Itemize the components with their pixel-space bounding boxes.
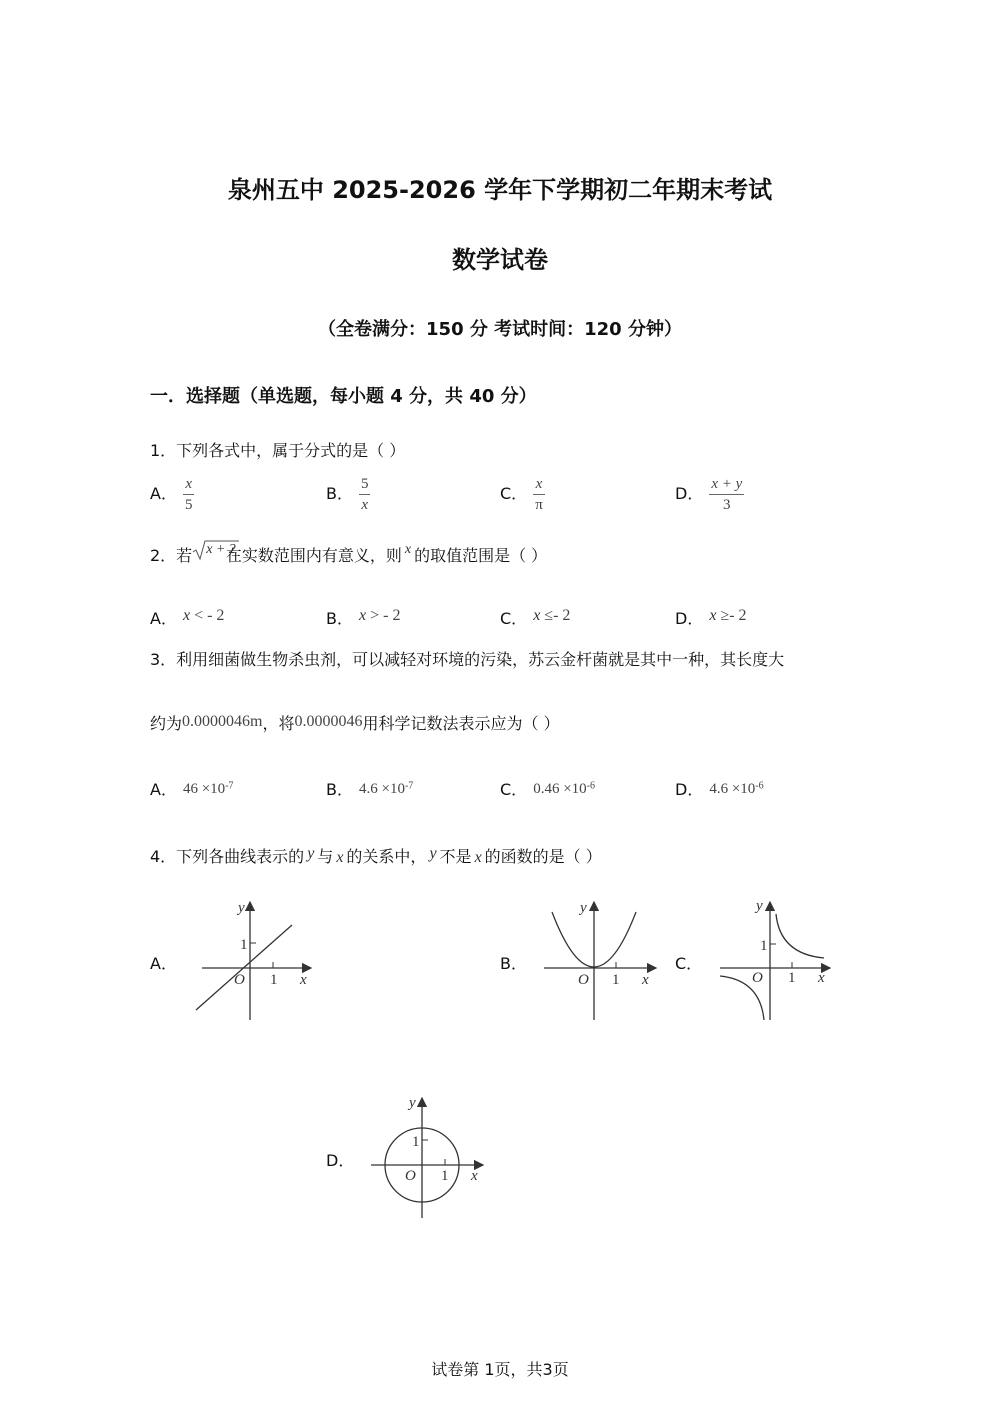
q4-y: y — [307, 845, 315, 862]
fraction — [359, 474, 371, 515]
q3-post: 用科学记数法表示应为（ ） — [362, 714, 560, 733]
q4-option-b-letter: B． — [500, 954, 527, 973]
q2-var: x — [404, 542, 412, 557]
y-axis-label: y — [580, 900, 587, 916]
hyperbola-branch-1 — [776, 914, 824, 958]
y-axis-label: y — [756, 898, 763, 914]
fraction-denominator: 3 — [723, 497, 731, 513]
exam-subtitle: 数学试卷 — [452, 246, 548, 274]
y-one-label: 1 — [240, 937, 248, 953]
question-3-line-1: 3．利用细菌做生物杀虫剂，可以减轻对环境的污染，苏云金杆菌就是其中一种，其长度大 — [150, 650, 785, 669]
option-exponent: -7 — [404, 780, 414, 792]
question-4-stem — [150, 844, 602, 867]
q4-x: x — [336, 849, 344, 866]
q1-option-c — [500, 474, 545, 515]
option-base: 4.6 ×10 — [709, 781, 756, 797]
page-footer: 试卷第 1页，共3页 — [431, 1360, 569, 1379]
x-axis-label: x — [300, 972, 307, 988]
q2-option-b — [326, 606, 400, 629]
x-one-label: 1 — [270, 972, 278, 988]
option-letter: C． — [500, 780, 528, 799]
fraction-numerator: x — [183, 474, 195, 495]
x-axis-label: x — [642, 972, 649, 988]
option-base: 46 ×10 — [182, 781, 226, 797]
option-letter: B． — [326, 609, 353, 628]
q4-stem-pre: 4．下列各曲线表示的 — [150, 847, 305, 866]
option-letter: D． — [675, 484, 704, 503]
q1-option-a — [150, 474, 194, 515]
option-expr: > - 2 — [366, 607, 401, 624]
option-letter: D． — [675, 780, 704, 799]
fraction-numerator: 5 — [359, 474, 371, 495]
q2-stem-mid: 在实数范围内有意义，则 — [225, 546, 402, 565]
option-letter: A． — [150, 609, 177, 628]
q4-option-a-letter: A． — [150, 954, 177, 973]
option-var: x — [709, 607, 717, 624]
option-var: x — [182, 607, 191, 624]
fraction-denominator: π — [535, 497, 543, 513]
q3-option-d — [675, 777, 764, 800]
option-exponent: -7 — [225, 780, 234, 792]
origin-label: O — [405, 1168, 416, 1184]
option-letter: A． — [150, 780, 177, 799]
fraction-denominator: 5 — [184, 497, 193, 513]
option-expr: ≤- 2 — [540, 607, 571, 624]
option-base: 0.46 ×10 — [533, 781, 587, 797]
option-letter: B． — [326, 484, 353, 503]
y-axis-label: y — [409, 1095, 416, 1111]
exam-meta: （全卷满分：150 分 考试时间：120 分钟） — [318, 319, 682, 340]
fraction — [183, 474, 195, 515]
option-expr: < - 2 — [190, 607, 225, 624]
option-exponent: -6 — [755, 780, 764, 792]
graph-c-hyperbola — [712, 892, 847, 1027]
q2-stem-pre: 2．若 — [150, 546, 193, 565]
q2-stem-post: 的取值范围是（ ） — [414, 546, 548, 565]
q3-mid: ，将 — [262, 714, 295, 733]
square-root — [192, 539, 236, 557]
y-one-label: 1 — [760, 938, 768, 954]
q4-stem-b: 的关系中， — [346, 847, 427, 866]
fraction-denominator: x — [361, 497, 369, 513]
q3-option-c — [500, 777, 595, 800]
q4-stem-c: 不是 — [439, 847, 472, 866]
q1-option-d — [675, 474, 744, 515]
option-letter: A． — [150, 484, 177, 503]
q3-pre: 约为 — [150, 714, 183, 733]
q3-option-b — [326, 777, 413, 800]
q4-y-2: y — [429, 845, 437, 862]
option-var: x — [358, 607, 367, 624]
radicand: x + 2 — [206, 542, 236, 557]
y-axis-label: y — [238, 900, 245, 916]
q2-option-d — [675, 606, 747, 629]
graph-a-line — [188, 892, 328, 1027]
option-letter: C． — [500, 609, 528, 628]
q4-option-d-letter: D． — [326, 1151, 355, 1170]
section-heading: 一．选择题（单选题，每小题 4 分，共 40 分） — [150, 386, 537, 407]
q4-x-2: x — [474, 849, 482, 866]
question-1-stem: 1．下列各式中，属于分式的是（ ） — [150, 441, 406, 460]
x-one-label: 1 — [612, 972, 620, 988]
y-one-label: 1 — [412, 1134, 420, 1150]
graph-b-parabola — [538, 892, 668, 1027]
origin-label: O — [578, 972, 589, 988]
option-expr: ≥- 2 — [716, 607, 747, 624]
x-axis-label: x — [818, 970, 825, 986]
x-one-label: 1 — [788, 970, 796, 986]
question-3-line-2 — [150, 711, 560, 734]
fraction-numerator: x — [533, 474, 545, 495]
option-letter: B． — [326, 780, 353, 799]
question-2-stem — [150, 543, 547, 566]
option-base: 4.6 ×10 — [358, 781, 405, 797]
q4-option-c-letter: C． — [675, 954, 703, 973]
origin-label: O — [234, 972, 245, 988]
q2-option-a — [150, 606, 224, 629]
q2-option-c — [500, 606, 570, 629]
option-letter: C． — [500, 484, 528, 503]
fraction-numerator: x + y — [709, 474, 744, 495]
exam-title: 泉州五中 2025-2026 学年下学期初二年期末考试 — [227, 176, 773, 204]
q4-stem-a: 与 — [317, 847, 334, 866]
option-var: x — [533, 607, 541, 624]
origin-label: O — [752, 970, 763, 986]
x-axis-label: x — [471, 1168, 478, 1184]
q3-option-a — [150, 777, 234, 800]
fraction — [709, 474, 744, 515]
q3-value: 0.0000046 — [294, 713, 363, 730]
q4-stem-d: 的函数的是（ ） — [484, 847, 602, 866]
fraction — [533, 474, 545, 515]
q3-value-m: 0.0000046m — [182, 713, 263, 730]
option-exponent: -6 — [586, 780, 595, 792]
x-one-label: 1 — [441, 1168, 449, 1184]
graph-d-circle — [365, 1090, 495, 1225]
q1-option-b — [326, 474, 370, 515]
option-letter: D． — [675, 609, 704, 628]
